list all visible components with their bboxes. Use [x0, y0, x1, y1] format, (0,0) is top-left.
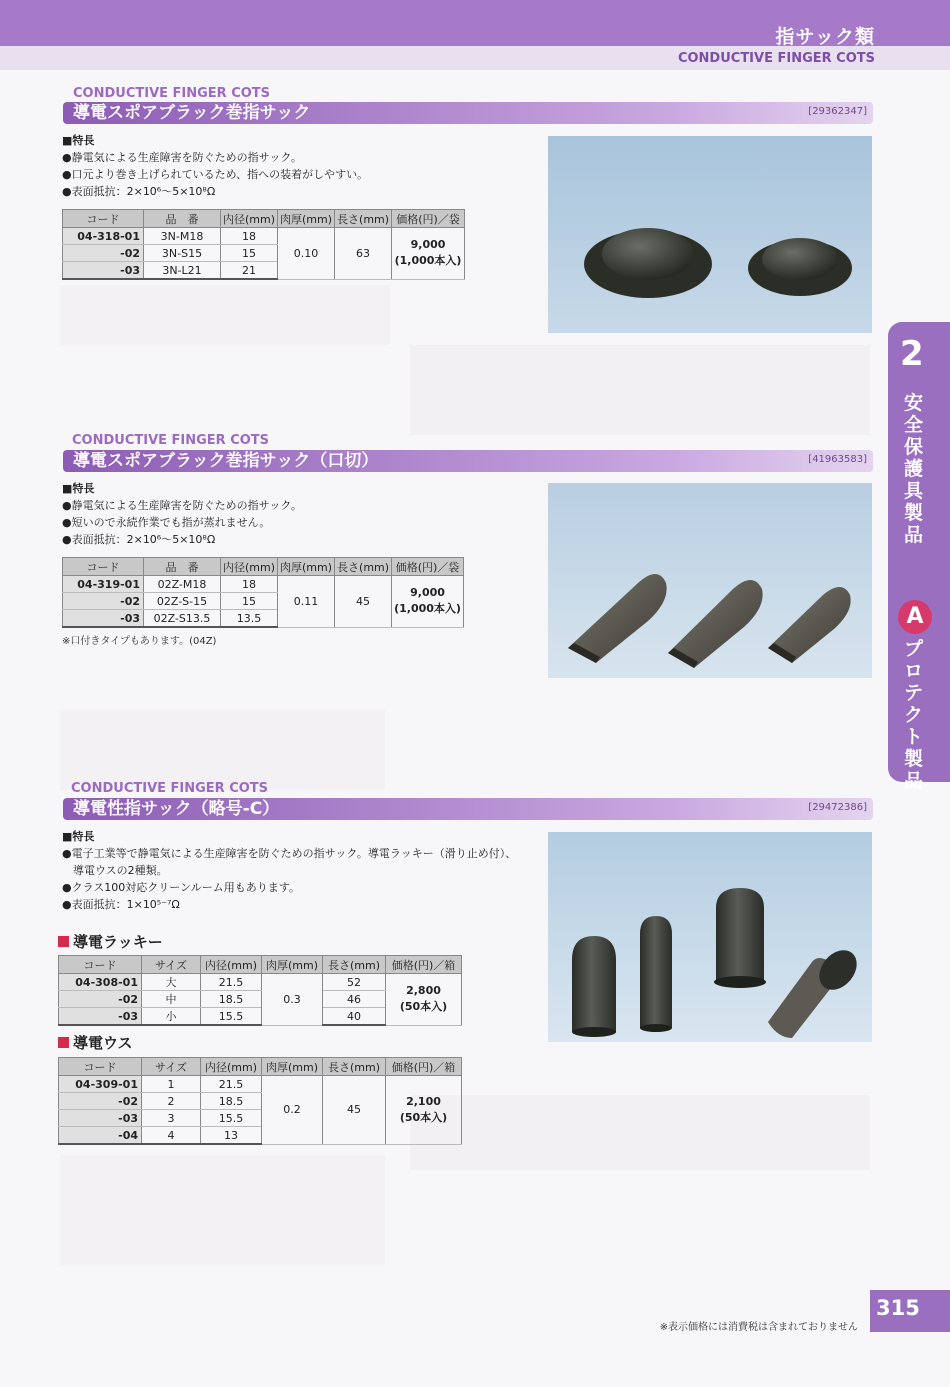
subchapter-label: プロテクト製品	[904, 638, 924, 792]
feature-item: ●表面抵抗：2×10⁶～5×10⁸Ω	[62, 185, 216, 198]
heading-marker	[58, 936, 69, 947]
section1-code: [29362347]	[808, 106, 867, 117]
price-unit: (1,000本入)	[394, 602, 461, 616]
price-value: 9,000	[410, 586, 445, 600]
table-row	[59, 974, 462, 991]
size-cell: 3	[142, 1110, 201, 1127]
diameter-cell: 18.5	[201, 991, 262, 1008]
col-header: コード	[63, 210, 144, 228]
col-header: コード	[59, 956, 142, 974]
code-cell: -03	[63, 610, 144, 628]
col-header: 肉厚(mm)	[278, 210, 335, 228]
section3-features	[62, 828, 516, 913]
bleed-through-block	[410, 1095, 870, 1170]
subtable2-spec-table	[58, 1057, 462, 1145]
code-cell: -04	[59, 1127, 142, 1145]
footer-tax-note: ※表示価格には消費税は含まれておりません	[659, 1322, 858, 1333]
diameter-cell: 15.5	[201, 1008, 262, 1026]
table-header-row	[59, 956, 462, 974]
table-header-row	[59, 1058, 462, 1076]
price-unit: (50本入)	[399, 1110, 448, 1124]
features-heading: ■特長	[62, 830, 95, 843]
size-cell: 大	[142, 974, 201, 991]
feature-item: ●クラス100対応クリーンルーム用もあります。	[62, 881, 300, 894]
table-row	[63, 576, 464, 593]
col-header: サイズ	[142, 1058, 201, 1076]
price-cell	[386, 1076, 462, 1145]
code-cell: -02	[63, 593, 144, 610]
feature-item: ●静電気による生産障害を防ぐための指サック。	[62, 499, 302, 512]
subchapter-badge: A	[898, 600, 932, 634]
size-cell: 2	[142, 1093, 201, 1110]
category-title: 指サック類	[775, 26, 875, 48]
col-header: 長さ(mm)	[323, 1058, 386, 1076]
col-header: サイズ	[142, 956, 201, 974]
section1-category: CONDUCTIVE FINGER COTS	[73, 86, 271, 101]
diameter-cell: 18.5	[201, 1093, 262, 1110]
chapter-label: 安全保護具製品	[904, 392, 924, 546]
bleed-through-block	[60, 1155, 385, 1265]
thickness-cell: 0.2	[262, 1076, 323, 1145]
section3-title: 導電性指サック（略号-C）	[73, 799, 280, 819]
diameter-cell: 13.5	[221, 610, 278, 628]
section1-title: 導電スポアブラック巻指サック	[73, 103, 311, 123]
feature-item: ●表面抵抗：2×10⁶～5×10⁸Ω	[62, 533, 216, 546]
category-subtitle: CONDUCTIVE FINGER COTS	[677, 51, 875, 66]
part-cell: 02Z-S13.5	[144, 610, 221, 628]
part-cell: 3N-S15	[144, 245, 221, 262]
col-header: 肉厚(mm)	[262, 1058, 323, 1076]
section1-features	[62, 132, 368, 200]
price-cell	[392, 228, 465, 280]
section1-title-bar	[63, 102, 873, 124]
table-header-row	[63, 210, 465, 228]
chapter-number: 2	[900, 334, 924, 374]
diameter-cell: 15	[221, 245, 278, 262]
col-header: 品 番	[144, 210, 221, 228]
length-cell: 45	[323, 1076, 386, 1145]
code-cell: 04-309-01	[59, 1076, 142, 1093]
price-unit: (1,000本入)	[394, 254, 462, 268]
price-cell	[392, 576, 464, 628]
heading-marker	[58, 1037, 69, 1048]
col-header: コード	[59, 1058, 142, 1076]
subtable1-heading-text: 導電ラッキー	[73, 933, 163, 951]
col-header: コード	[63, 558, 144, 576]
size-cell: 中	[142, 991, 201, 1008]
diameter-cell: 21.5	[201, 974, 262, 991]
part-cell: 02Z-S-15	[144, 593, 221, 610]
section3-title-bar	[63, 798, 873, 820]
section2-spec-table	[62, 557, 464, 628]
page-number: 315	[876, 1296, 920, 1320]
price-value: 9,000	[410, 238, 446, 252]
section2-code: [41963583]	[808, 454, 867, 465]
size-cell: 1	[142, 1076, 201, 1093]
subtable2-heading	[58, 1032, 133, 1053]
feature-item: ●口元より巻き上げられているため、指への装着がしやすい。	[62, 168, 369, 181]
col-header: 内径(mm)	[201, 1058, 262, 1076]
col-header: 長さ(mm)	[335, 558, 392, 576]
thickness-cell: 0.11	[278, 576, 335, 628]
feature-item: ●電子工業等で静電気による生産障害を防ぐための指サック。導電ラッキー（滑り止め付）、	[62, 847, 517, 860]
thickness-cell: 0.10	[278, 228, 335, 280]
col-header: 品 番	[144, 558, 221, 576]
section2-category: CONDUCTIVE FINGER COTS	[72, 433, 270, 448]
part-cell: 3N-L21	[144, 262, 221, 280]
diameter-cell: 15	[221, 593, 278, 610]
diameter-cell: 18	[221, 228, 278, 245]
diameter-cell: 21	[221, 262, 278, 280]
feature-item: ●短いので永続作業でも指が蒸れません。	[62, 516, 271, 529]
features-heading: ■特長	[62, 482, 95, 495]
features-heading: ■特長	[62, 134, 95, 147]
length-cell: 45	[335, 576, 392, 628]
col-header: 価格(円)／箱	[386, 1058, 462, 1076]
price-value: 2,100	[406, 1094, 441, 1108]
size-cell: 小	[142, 1008, 201, 1026]
diameter-cell: 15.5	[201, 1110, 262, 1127]
feature-item: 導電ウスの2種類。	[62, 864, 168, 877]
code-cell: 04-319-01	[63, 576, 144, 593]
bleed-through-block	[60, 285, 390, 345]
diameter-cell: 21.5	[201, 1076, 262, 1093]
price-value: 2,800	[406, 984, 441, 998]
length-cell: 63	[335, 228, 392, 280]
product-photo-conductive-cots	[548, 832, 872, 1042]
product-photo-rolled-cots	[548, 136, 872, 333]
subtable1-spec-table	[58, 955, 462, 1026]
diameter-cell: 13	[201, 1127, 262, 1145]
section2-note: ※口付きタイプもあります。(04Z)	[62, 636, 217, 647]
subtable1-heading	[58, 931, 163, 952]
code-cell: -02	[63, 245, 144, 262]
table-row	[59, 1076, 462, 1093]
section3-code: [29472386]	[808, 802, 867, 813]
bleed-through-block	[60, 710, 385, 790]
col-header: 価格(円)／箱	[386, 956, 462, 974]
code-cell: -03	[59, 1008, 142, 1026]
length-cell: 52	[323, 974, 386, 991]
length-cell: 46	[323, 991, 386, 1008]
size-cell: 4	[142, 1127, 201, 1145]
part-cell: 02Z-M18	[144, 576, 221, 593]
col-header: 内径(mm)	[221, 558, 278, 576]
part-cell: 3N-M18	[144, 228, 221, 245]
col-header: 価格(円)／袋	[392, 210, 465, 228]
diameter-cell: 18	[221, 576, 278, 593]
feature-item: ●静電気による生産障害を防ぐための指サック。	[62, 151, 302, 164]
code-cell: -03	[63, 262, 144, 280]
code-cell: 04-308-01	[59, 974, 142, 991]
section1-spec-table	[62, 209, 465, 280]
code-cell: -02	[59, 991, 142, 1008]
col-header: 肉厚(mm)	[262, 956, 323, 974]
length-cell: 40	[323, 1008, 386, 1026]
section2-title-bar	[63, 450, 873, 472]
table-row	[63, 228, 465, 245]
col-header: 長さ(mm)	[323, 956, 386, 974]
bleed-through-block	[410, 345, 870, 435]
col-header: 長さ(mm)	[335, 210, 392, 228]
col-header: 価格(円)／袋	[392, 558, 464, 576]
feature-item: ●表面抵抗：1×10⁵⁻⁷Ω	[62, 898, 180, 911]
subtable2-heading-text: 導電ウス	[73, 1034, 133, 1052]
thickness-cell: 0.3	[262, 974, 323, 1026]
code-cell: -03	[59, 1110, 142, 1127]
col-header: 肉厚(mm)	[278, 558, 335, 576]
col-header: 内径(mm)	[221, 210, 278, 228]
col-header: 内径(mm)	[201, 956, 262, 974]
section2-features	[62, 480, 302, 548]
section3-category: CONDUCTIVE FINGER COTS	[71, 781, 269, 796]
code-cell: -02	[59, 1093, 142, 1110]
table-header-row	[63, 558, 464, 576]
price-unit: (50本入)	[399, 1000, 448, 1014]
product-photo-cut-cots	[548, 483, 872, 678]
price-cell	[386, 974, 462, 1026]
section2-title: 導電スポアブラック巻指サック（口切）	[73, 451, 379, 471]
code-cell: 04-318-01	[63, 228, 144, 245]
